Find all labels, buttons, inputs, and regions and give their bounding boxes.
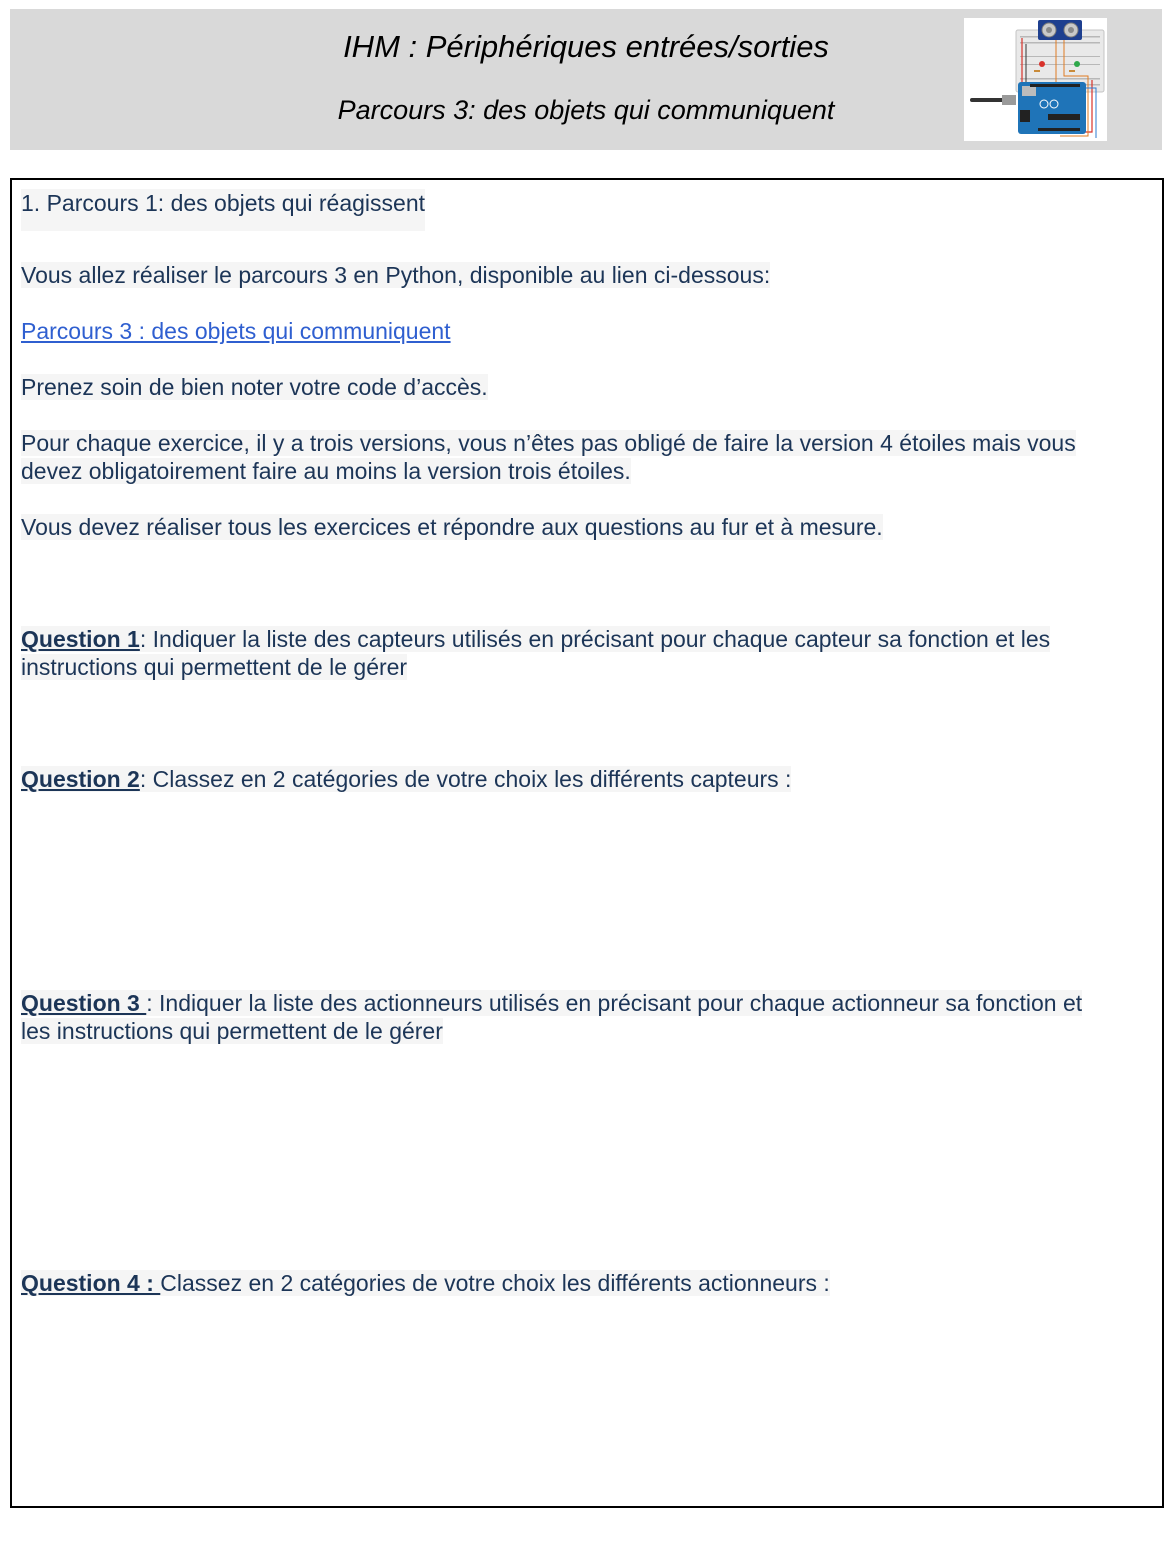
question-2-label: Question 2 [21,766,140,792]
intro-text: Vous allez réaliser le parcours 3 en Python, disponible au lien ci-dessous: [21,262,771,288]
section-heading: 1. Parcours 1: des objets qui réagissent [21,189,425,231]
question-1: Question 1: Indiquer la liste des capteurs utilisés en précisant pour chaque capteur sa fonction et les instructions qui permettent de le gérer [21,626,1051,680]
question-4: Question 4 : Classez en 2 catégories de votre choix les différents actionneurs : [21,1270,830,1296]
arduino-circuit-icon [964,18,1107,141]
question-4-label: Question 4 : [21,1270,161,1296]
access-code-note: Prenez soin de bien noter votre code d’accès. [21,374,488,400]
versions-instructions: Pour chaque exercice, il y a trois versions, vous n’êtes pas obligé de faire la version 4 étoiles mais vous devez obligatoirement faire au moins la version trois étoiles. [21,430,1076,484]
page-title: IHM : Périphériques entrées/sorties [343,29,829,64]
question-3: Question 3 : Indiquer la liste des actionneurs utilisés en précisant pour chaque actionneur sa fonction et les instructions qui permettent de le gérer [21,990,1083,1044]
question-3-label: Question 3 [21,990,147,1016]
question-2: Question 2: Classez en 2 catégories de votre choix les différents capteurs : [21,766,792,792]
parcours-link[interactable]: Parcours 3 : des objets qui communiquent [21,318,451,344]
exercises-instructions: Vous devez réaliser tous les exercices et répondre aux questions au fur et à mesure. [21,514,883,540]
page-subtitle: Parcours 3: des objets qui communiquent [337,95,835,125]
question-1-label: Question 1 [21,626,140,652]
